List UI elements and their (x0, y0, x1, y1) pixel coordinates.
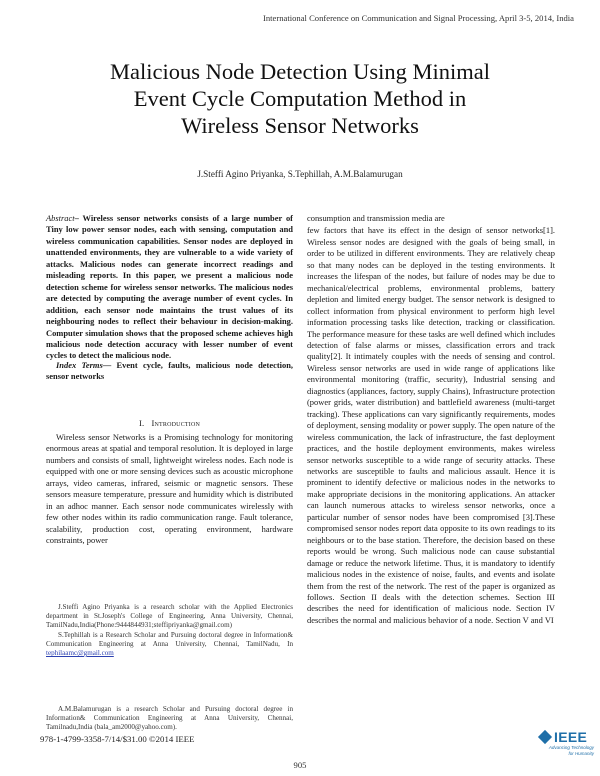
ieee-tagline-line-2: for Humanity (568, 750, 594, 756)
footnote-author-2-text: S.Tephillah is a Research Scholar and Pursuing doctoral degree in Information& Communication Engineering at Anna University, Chennai, TamilNadu, In (46, 630, 293, 648)
ieee-tagline-line-1: Advancing Technology (548, 745, 594, 750)
ieee-diamond-icon (538, 730, 552, 744)
abstract-label: Abstract (46, 213, 75, 223)
ieee-tagline (538, 745, 594, 756)
intro-paragraph-continued: few factors that have its effect in the design of sensor networks[1]. Wireless sensor nodes are designed with the goals of being small, in order to be utilized in different environments. They are relatively cheap so that many nodes can be deployed in the testing environments. It increases the lifespan of the nodes, but failure of nodes may be due to mechanical/electrical problems, environmental problems, battery depletion and limited energy budget. The sensor network is designed to collect information from physical environment to perform high level information processing tasks like detection, tracking or classification. The performance measure for these tasks are well defined which includes detection of false alarms or misses, classification errors and track quality[2]. It intimately couples with the needs of sensing and control. Wireless sensor networks are used in wide range of applications like environmental monitoring (traffic, security), Industrial sensing and diagnostics (appliances, factory, supply Chains), Infrastructure protection (power grids, water distribution) and battlefield awareness (multi-target tracking). These applications can vary significantly requirements, modes of deployment, sensing modality or power supply. The open nature of the wireless communication, the lack of infrastructure, the fast deployment practices, and the hostile deployment environments, makes wireless sensor networks susceptible to a wide range of security attacks. These networks are susceptible to faults and malicious assault. Hence it is prominent to identify defective or malicious nodes in the networks to make appropriate decisions in the monitoring applications. An attacker can launch numerous attacks to wireless sensor networks, once a particular number of sensor nodes have been compromised [3].These compromised sensor nodes report data opposite to its own readings to its neighbours or to the base station. Therefore, the decision based on these reports would be wrong. Such malicious node can cause substantial damage or reduce the network lifetime. Thus, it is mandatory to identify malicious nodes in the existence of noise, faults, and events and isolate them from the rest of the network. The rest of the paper is organized as follows. Section II deals with the detection schemes. Section III describes the need for identification of malicious node. Section IV describes the normal and malicious behavior of a node. Section V and VI (307, 225, 555, 625)
section-number: I. (138, 418, 145, 428)
footnote-author-3: A.M.Balamurugan is a research Scholar and Pursuing doctoral degree in Information& Communication Engineering at Anna University, Chennai, Tamilnadu,India (bala_am2000@yahoo.com). (46, 705, 293, 732)
section-heading-introduction (46, 418, 293, 428)
title-line-1: Malicious Node Detection Using Minimal (110, 59, 490, 84)
ieee-logo-text: IEEE (554, 729, 588, 745)
ieee-logo (538, 729, 598, 756)
page-number: 905 (293, 760, 307, 770)
intro-right-column (307, 213, 555, 626)
right-first-line: consumption and transmission media are (307, 213, 445, 223)
authors: J.Steffi Agino Priyanka, S.Tephillah, A.M.Balamurugan (197, 169, 403, 179)
footnote-author-2-email-link[interactable]: tephilaamc@gmail.com (46, 649, 114, 658)
abstract-dash: – (74, 213, 83, 223)
abstract (46, 213, 293, 362)
intro-left-column (46, 432, 293, 547)
abstract-text: Wireless sensor networks consists of a large number of Tiny low power sensor nodes, each with sensing, computation and wireless communication capabilities. Sensor nodes are deployed in unattended environments, they are vulnerable to a wide variety of attacks. Malicious nodes can generate incorrect readings and misleading reports. In this paper, we present a malicious node detection scheme for wireless sensor networks. The malicious nodes are detected by computing the average number of event cycles. In addition, each sensor node maintains the trust values of its neighbouring nodes to reflect their behaviour in decision-making. Computer simulation shows that the proposed scheme achieves high malicious node detection accuracy with lesser number of event cycles to detect the malicious node. (46, 213, 293, 361)
title-line-2: Event Cycle Computation Method in (133, 86, 467, 111)
section-title: Introduction (151, 418, 201, 428)
intro-paragraph: Wireless sensor Networks is a Promising technology for monitoring enormous areas at spatial and temporal resolution. It is deployed in large numbers and consists of small, lightweight wireless nodes. Each node is equipped with one or more sensing devices such as acoustic microphone arrays, video cameras, infrared, seismic or magnetic sensors. These sensors measure temperature, pressure and humidity which is distributed in an adhoc manner. Each sensor node communicates wirelessly with few other nodes within its radio communication range. Fault tolerance, scalability, production cost, operating environment, hardware constraints, power (46, 432, 293, 546)
index-terms-dash: — (102, 360, 117, 370)
footnote-author-3-block (46, 705, 293, 733)
author-footnotes (46, 603, 293, 658)
index-terms (46, 360, 293, 383)
footnote-author-1: J.Steffi Agino Priyanka is a research scholar with the Applied Electronics department in St.Joseph's College of Engineering, Anna University, Chennai, TamilNadu,India(Phone:9444844931;steffipriyanka@gmail.com) (46, 603, 293, 630)
index-terms-text: Event cycle, faults, malicious node detection, sensor networks (46, 360, 294, 382)
copyright-notice: 978-1-4799-3358-7/14/$31.00 ©2014 IEEE (40, 734, 195, 744)
paper-title (40, 58, 560, 139)
title-line-3: Wireless Sensor Networks (181, 113, 419, 138)
footnote-author-2 (46, 631, 293, 659)
index-terms-label: Index Terms (56, 360, 103, 370)
conference-header: International Conference on Communication and Signal Processing, April 3-5, 2014, India (263, 13, 574, 23)
